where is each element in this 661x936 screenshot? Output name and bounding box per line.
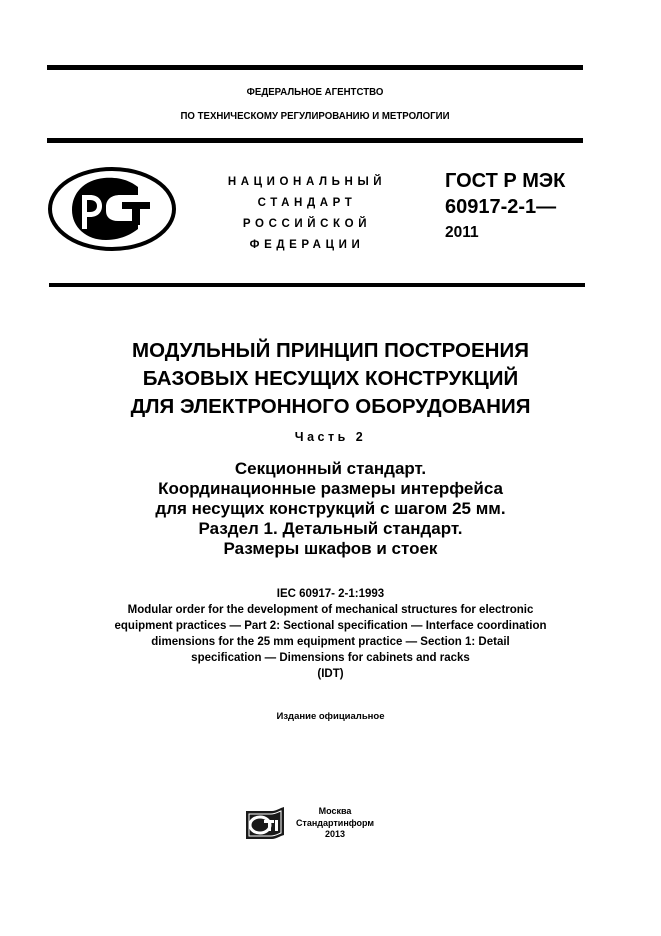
- designation-line-2: 60917-2-1—: [445, 196, 557, 218]
- title-line: ДЛЯ ЭЛЕКТРОННОГО ОБОРУДОВАНИЯ: [130, 395, 531, 418]
- subtitle-line: Размеры шкафов и стоек: [223, 539, 438, 558]
- title-line: МОДУЛЬНЫЙ ПРИНЦИП ПОСТРОЕНИЯ: [132, 339, 529, 362]
- part-label: Часть 2: [294, 430, 367, 444]
- national-standard-line: НАЦИОНАЛЬНЫЙ: [227, 176, 387, 188]
- subtitle-line: для несущих конструкций с шагом 25 мм.: [155, 499, 506, 518]
- subtitle-line: Координационные размеры интерфейса: [158, 479, 503, 498]
- document-subtitle: [40, 459, 621, 559]
- header-rule: [47, 138, 583, 143]
- national-standard-label: [222, 172, 392, 256]
- standartinform-logo-icon: [244, 805, 286, 841]
- iec-title-line: equipment practices — Part 2: Sectional specification — Interface coordination: [114, 620, 547, 632]
- agency-line-2: ПО ТЕХНИЧЕСКОМУ РЕГУЛИРОВАНИЮ И МЕТРОЛОГИИ: [180, 110, 450, 122]
- publisher-name: Стандартинформ: [295, 817, 375, 828]
- national-standard-line: СТАНДАРТ: [257, 197, 357, 209]
- subtitle-line: Раздел 1. Детальный стандарт.: [198, 519, 463, 538]
- standard-designation: [445, 168, 565, 246]
- publisher-city: Москва: [318, 806, 352, 816]
- iec-reference-block: [20, 586, 641, 682]
- designation-line-1: ГОСТ Р МЭК: [445, 170, 566, 192]
- official-edition-label: Издание официальное: [276, 711, 385, 722]
- national-standard-line: ФЕДЕРАЦИИ: [249, 239, 365, 251]
- iec-title-line: specification — Dimensions for cabinets and racks: [191, 652, 470, 664]
- subtitle-line: Секционный стандарт.: [234, 459, 427, 478]
- title-rule: [49, 283, 585, 287]
- publisher-block: [290, 806, 380, 841]
- iec-title-line: dimensions for the 25 mm equipment practice — Section 1: Detail: [151, 636, 510, 648]
- iec-identity-note: (IDT): [317, 668, 344, 680]
- top-rule: [47, 65, 583, 70]
- national-standard-line: РОССИЙСКОЙ: [242, 218, 372, 230]
- agency-line-1: ФЕДЕРАЛЬНОЕ АГЕНТСТВО: [246, 86, 384, 98]
- gost-r-logo-icon: [46, 165, 178, 253]
- iec-reference: IEC 60917- 2-1:1993: [276, 588, 385, 600]
- designation-year: 2011: [445, 224, 479, 241]
- publication-year: 2013: [324, 829, 346, 839]
- iec-title-line: Modular order for the development of mechanical structures for electronic: [127, 604, 534, 616]
- document-title: [40, 337, 621, 421]
- title-line: БАЗОВЫХ НЕСУЩИХ КОНСТРУКЦИЙ: [142, 367, 519, 390]
